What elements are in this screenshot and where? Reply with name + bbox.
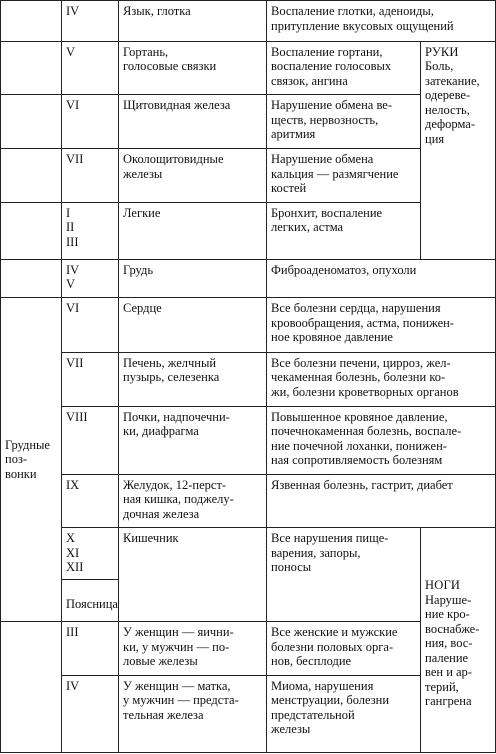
vertebra-cell: IV V <box>62 259 119 298</box>
table-row <box>1 352 496 406</box>
legs-text: Наруше- ние кро- воснабже- ния, вос- паление вен и ар- терий, гангрена <box>425 592 480 709</box>
table-row <box>1 528 496 579</box>
organ-cell: Щитовидная железа <box>119 95 267 149</box>
table-row <box>1 259 496 298</box>
vertebra-cell: I II III <box>62 202 119 259</box>
organ-cell: Язык, глотка <box>119 1 267 42</box>
vertebra-cell: VII <box>62 149 119 203</box>
disease-cell: Все нарушения пище- варения, запоры, поносы <box>267 528 421 622</box>
organ-cell: Сердце <box>119 298 267 353</box>
organ-cell: Печень, желчный пузырь, селезенка <box>119 352 267 406</box>
disease-cell: Бронхит, воспаление легких, астма <box>267 202 421 259</box>
section-cell <box>1 149 62 203</box>
table-row <box>1 406 496 474</box>
vertebra-cell: VII <box>62 352 119 406</box>
arms-title: РУКИ <box>425 44 459 59</box>
section-cell <box>1 41 62 95</box>
vertebra-cell: V <box>62 41 119 95</box>
disease-cell: Все болезни печени, цирроз, жел- чекаменная болезнь, болезни ко- жи, болезни кроветворных органов <box>267 352 496 406</box>
disease-cell: Фиброаденоматоз, опухоли <box>267 259 496 298</box>
arms-text: Боль, затекание, одереве- нелость, деформа- ция <box>425 59 480 146</box>
section-lumbar-label: Поясница <box>62 579 119 622</box>
vertebra-cell: III <box>62 622 119 676</box>
organ-cell: Легкие <box>119 202 267 259</box>
legs-title: НОГИ <box>425 578 461 593</box>
organ-cell: У женщин — яични- ки, у мужчин — по- ловые железы <box>119 622 267 676</box>
vertebra-cell: VI <box>62 298 119 353</box>
disease-cell: Миома, нарушения менструации, болезни предстательной железы <box>267 675 421 752</box>
table-row <box>1 298 496 353</box>
disease-cell: Язвенная болезнь, гастрит, диабет <box>267 474 496 528</box>
disease-cell: Нарушение обмена кальция — размягчение костей <box>267 149 421 203</box>
disease-cell: Все женские и мужские болезни половых орга- нов, бесплодие <box>267 622 421 676</box>
section-thoracic-label: Грудные поз- вонки <box>1 298 62 622</box>
legs-note-cell <box>421 528 496 753</box>
vertebra-cell: IV <box>62 1 119 42</box>
section-cell-cervical-top <box>1 1 62 42</box>
organ-cell: Кишечник <box>119 528 267 622</box>
organ-cell: Грудь <box>119 259 267 298</box>
disease-cell: Нарушение обмена ве- ществ, нервозность, аритмия <box>267 95 421 149</box>
vertebra-cell: VI <box>62 95 119 149</box>
table-row <box>1 41 496 95</box>
vertebra-cell: VIII <box>62 406 119 474</box>
vertebra-cell: X XI XII <box>62 528 119 579</box>
organ-cell: Почки, надпочечни- ки, диафрагма <box>119 406 267 474</box>
disease-cell: Повышенное кровяное давление, почечнокаменная болезнь, воспале- ние почечной лоханки, понижен- ная сопротивляемость болезням <box>267 406 496 474</box>
table-row <box>1 1 496 42</box>
section-cell-lumbar <box>1 622 62 753</box>
table-row <box>1 474 496 528</box>
organ-cell: Околощитовидные железы <box>119 149 267 203</box>
organ-cell: У женщин — матка, у мужчин — предста- тельная железа <box>119 675 267 752</box>
section-cell <box>1 95 62 149</box>
organ-cell: Гортань, голосовые связки <box>119 41 267 95</box>
organ-cell: Желудок, 12-перст- ная кишка, поджелу- дочная железа <box>119 474 267 528</box>
section-cell <box>1 259 62 298</box>
vertebra-cell: IV <box>62 675 119 752</box>
section-cell <box>1 202 62 259</box>
disease-cell: Все болезни сердца, нарушения кровообращения, астма, понижен- ное кровяное давление <box>267 298 496 353</box>
disease-cell: Воспаление гортани, воспаление голосовых связок, ангина <box>267 41 421 95</box>
arms-note-cell <box>421 41 496 259</box>
vertebra-cell: IX <box>62 474 119 528</box>
disease-cell: Воспаление глотки, аденоиды, притупление вкусовых ощущений <box>267 1 496 42</box>
